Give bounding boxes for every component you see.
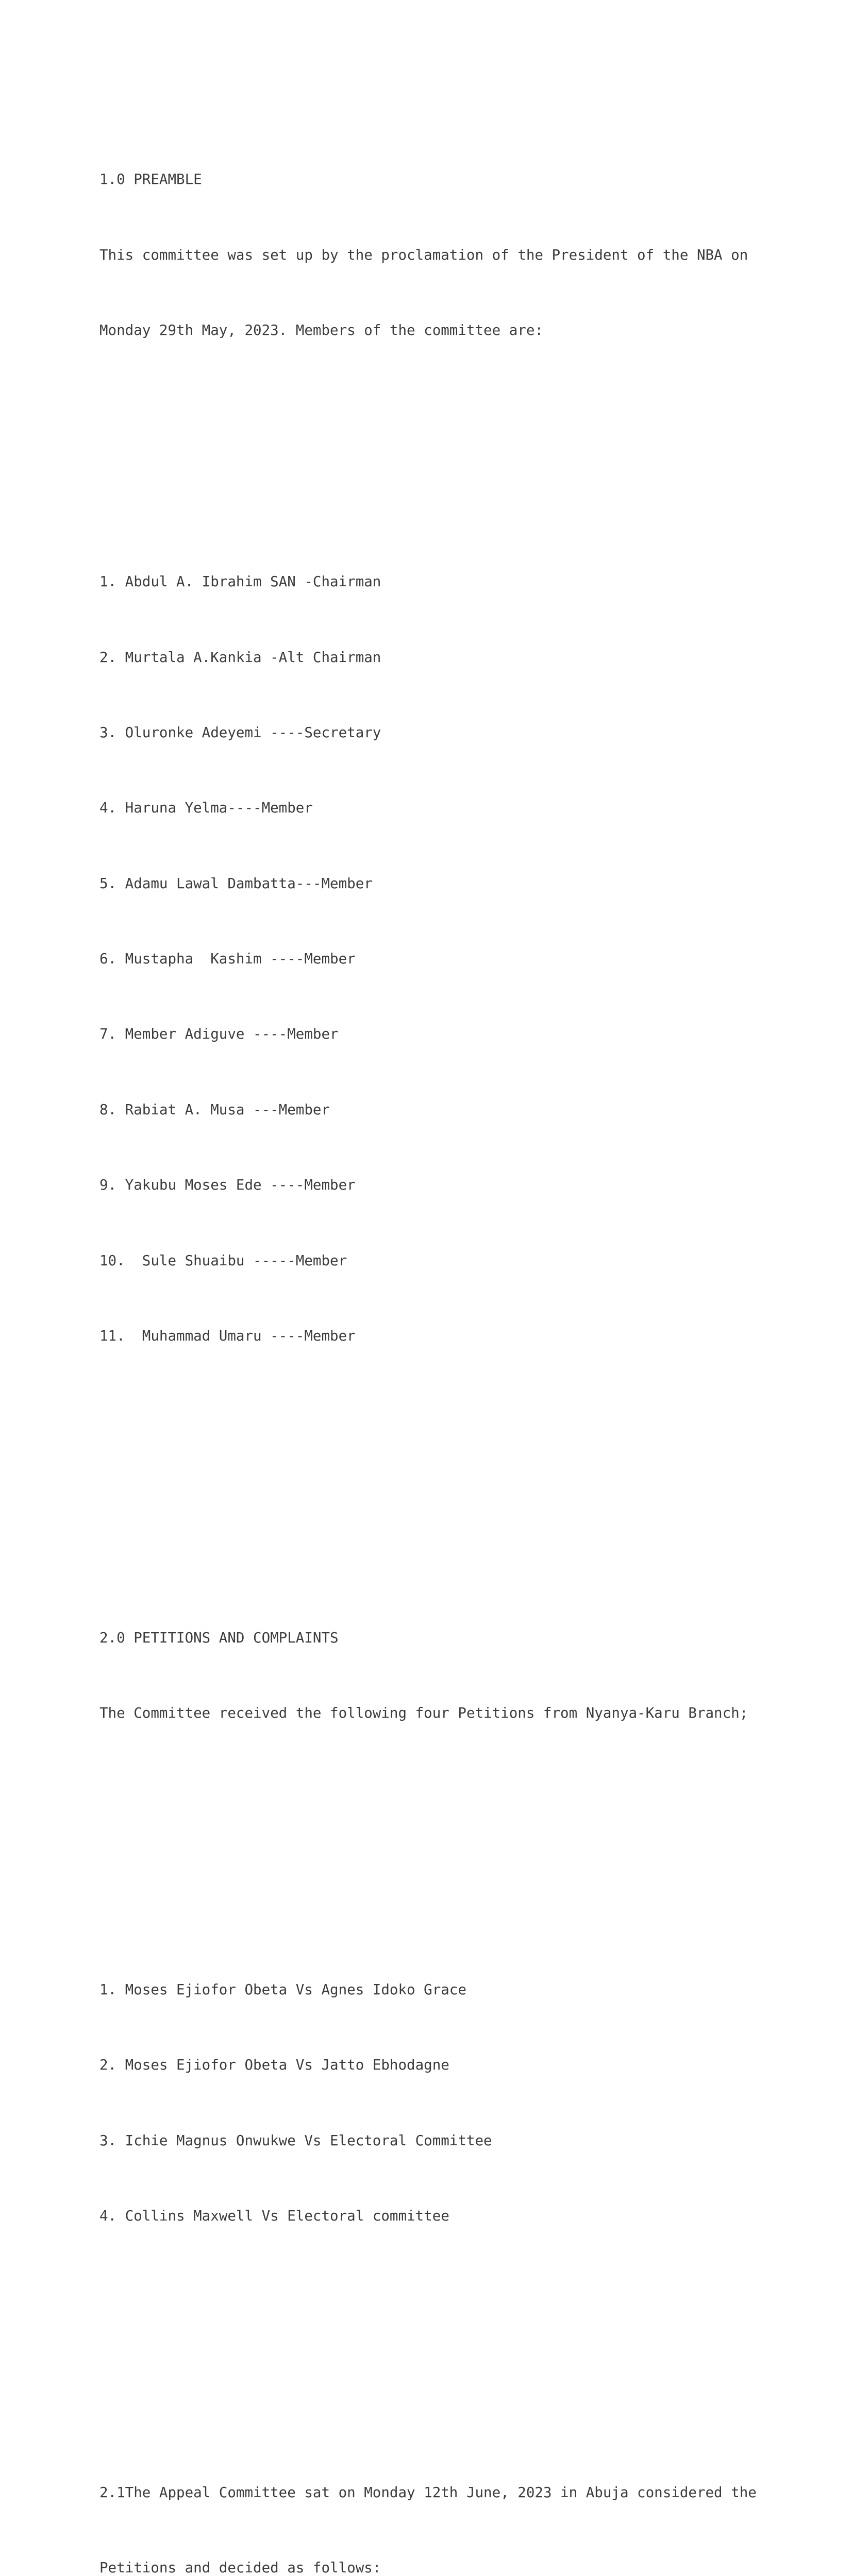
- sitting-text-line: 2.1The Appeal Committee sat on Monday 12th June, 2023 in Abuja considered the: [99, 2484, 757, 2501]
- members-list: [99, 519, 770, 1399]
- member-item: 3. Oluronke Adeyemi ----Secretary: [99, 724, 381, 741]
- member-item: 5. Adamu Lawal Dambatta---Member: [99, 875, 373, 892]
- member-item: 8. Rabiat A. Musa ---Member: [99, 1101, 330, 1118]
- petition-item: 1. Moses Ejiofor Obeta Vs Agnes Idoko Grace: [99, 1981, 466, 1998]
- spacer: [99, 2354, 770, 2405]
- preamble-heading: 1.0 PREAMBLE: [99, 171, 202, 188]
- sitting-text-line: Petitions and decided as follows:: [99, 2560, 381, 2576]
- petition-item: 3. Ichie Magnus Onwukwe Vs Electoral Committee: [99, 2132, 492, 2149]
- document-body: [99, 92, 770, 2576]
- petitions-heading: 2.0 PETITIONS AND COMPLAINTS: [99, 1629, 339, 1646]
- preamble-text-line: Monday 29th May, 2023. Members of the committee are:: [99, 322, 543, 339]
- member-item: 1. Abdul A. Ibrahim SAN -Chairman: [99, 573, 381, 590]
- member-item: 10. Sule Shuaibu -----Member: [99, 1252, 347, 1269]
- spacer: [99, 418, 770, 444]
- preamble-text-line: This committee was set up by the proclamation of the President of the NBA on: [99, 246, 748, 263]
- member-item: 4. Haruna Yelma----Member: [99, 800, 313, 817]
- member-item: 6. Mustapha Kashim ----Member: [99, 951, 356, 968]
- spacer: [99, 1801, 770, 1852]
- petitions-intro: The Committee received the following four Petitions from Nyanya-Karu Branch;: [99, 1705, 748, 1721]
- spacer: [99, 1475, 770, 1550]
- member-item: 9. Yakubu Moses Ede ----Member: [99, 1177, 356, 1194]
- member-item: 2. Murtala A.Kankia -Alt Chairman: [99, 649, 381, 666]
- member-item: 11. Muhammad Umaru ----Member: [99, 1328, 356, 1345]
- petition-item: 2. Moses Ejiofor Obeta Vs Jatto Ebhodagne: [99, 2057, 449, 2074]
- petition-item: 4. Collins Maxwell Vs Electoral committee: [99, 2207, 449, 2224]
- petitions-list: [99, 1927, 770, 2279]
- member-item: 7. Member Adiguve ----Member: [99, 1026, 339, 1043]
